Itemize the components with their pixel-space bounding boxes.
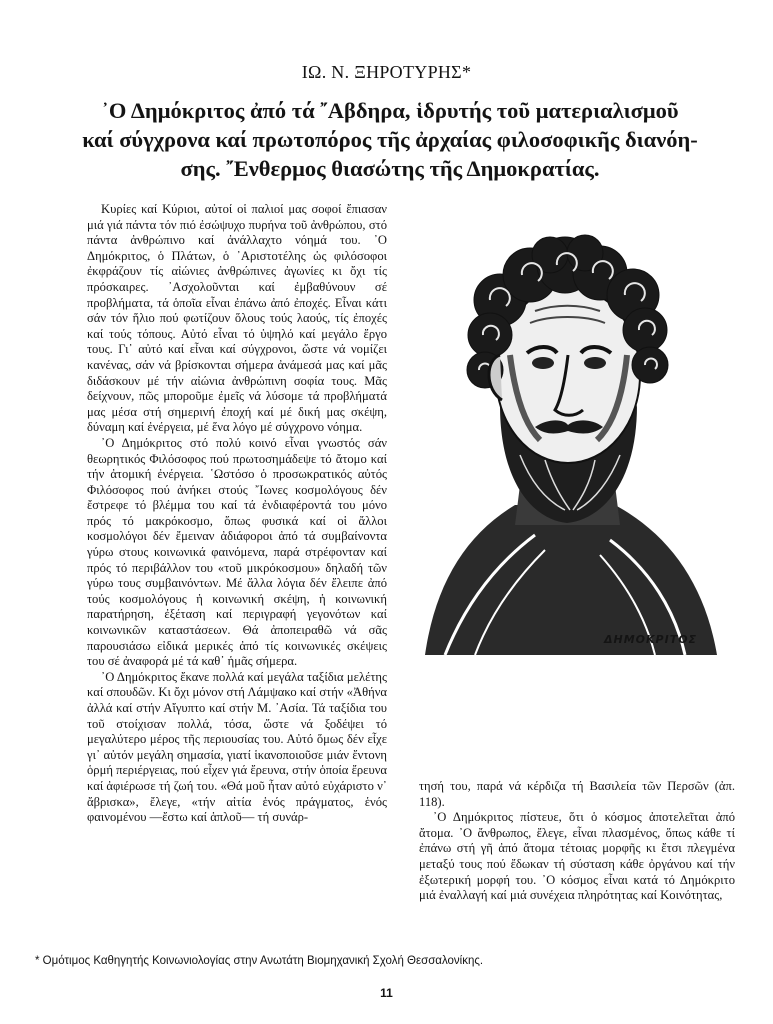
paragraph: τησή του, παρά νά κέρδιζα τή Βασιλεία τῶν Περσῶν (ἀπ. 118). (419, 779, 735, 809)
page-number: 11 (380, 986, 393, 1000)
right-column (419, 779, 735, 904)
title-line: σης. ῎Ενθερμος θιασώτης τῆς Δημοκρατίας. (180, 156, 600, 181)
article-title (30, 96, 750, 183)
paragraph: ᾿Ο Δημόκριτος ἔκανε πολλά καί μεγάλα ταξίδια μελέτης καί σπουδῶν. Κι ὄχι μόνον στή Λάμψακο καί στήν «Ἀθήνα ἀλλά καί στήν Αἴγυπτο καί στήν Μ. ᾿Ασία. Τά ταξίδια του τοῦ στοίχισαν πολλά, τόσα, ὥστε νά ξοδέψει τό μεγαλύτερο μέρος τῆς περιουσίας του. Αὐτό ὅμως δέν εἶχε γι᾿ αὐτόν μεγάλη σημασία, γιατί ἱκανοποιοῦσε μιάν ἔντονη ὁρμή περιέργειας, πού εἶχεν γιά ἔρευνα, στήν ὁποία ἔρευνα καί ἀφιέρωσε τή ζωή του. «Θά μοῦ ἦταν αὐτό εὐχάριστο ν᾿ ἄβρισκα», ἔλεγε, «τήν αἰτία ἑνός πράγματος, ἑνός φαινομένου —ἔστω καί ἁπλοῦ— τή συνάρ- (87, 669, 387, 825)
left-column (87, 202, 387, 826)
title-line: καί σύγχρονα καί πρωτοπόρος τῆς ἀρχαίας φιλοσοφικῆς διανόη- (82, 127, 698, 152)
author-footnote: * Ομότιμος Καθηγητής Κοινωνιολογίας στην Ανωτάτη Βιομηχανική Σχολή Θεσσαλονίκης. (35, 955, 484, 967)
illustration-signature: ΔΗΜΟΚΡΙΤΟΣ (604, 633, 698, 646)
author-name: ΙΩ. Ν. ΞΗΡΟΤΥΡΗΣ* (301, 62, 472, 82)
paragraph: ᾿Ο Δημόκριτος πίστευε, ὅτι ὁ κόσμος ἀποτελεῖται ἀπό ἄτομα. ᾿Ο ἄνθρωπος, ἔλεγε, εἶναι πλασμένος, ὅπως κάθε τί ἐπάνω στή γῆ ἀπό ἄτομα τέτοιας μορφῆς κι ἔτσι πλεγμένα μεταξύ τους πού ἔδωκαν τή σύσταση κάθε ὀργάνου καί τήν ἐξωτερική μορφή του. ᾿Ο κόσμος εἶναι κατά τό Δημόκριτο μιά ἐναλλαγή καί μιά συνέχεια πληρότητας καί Κοινότητας, (419, 810, 735, 903)
democritus-bust-illustration (405, 205, 725, 655)
paragraph: ᾿Ο Δημόκριτος στό πολύ κοινό εἶναι γνωστός σάν θεωρητικός Φιλόσοφος πού πρωτοσημάδεψε τό ἄτομο καί τήν ἀτομική ἐνέργεια. ῾Ωστόσο ὁ προσωκρατικός αὐτός Φιλόσοφος πού ἀνήκει στούς ῎Ιωνες κοσμολόγους δέν ἔστρεφε τό βλέμμα του καί τά ἐνδιαφέροντά του μόνο πρός τό μακρόκοσμο, ὅπως φυσικά καί οἱ ἄλλοι κοσμολόγοι δέν ἔμειναν ἀδιάφοροι ἀπό τά συμβαίνοντα γύρω στους κοινωνικά φαινόμενα, παρά στρέφονταν καί πρός τό περιβάλλον του «τοῦ μικρόκοσμου» δηλαδή τῶν γύρω τους συμβαινόντων. Μέ ἄλλα λόγια δέν ἔλειπε ἀπό τούς κοσμολόγους ἡ κοινωνική σκέψη, ἡ κοινωνική παρατήρηση, ἐξέταση καί περιγραφή γεγονότων καί κοινωνικῶν καταστάσεων. Θά ἀποπειραθῶ νά σᾶς παρουσιάσω εἰδικά μερικές ἀπό τίς κοινωνικές σκέψεις του σέ ἀναφορά μέ τά καθ᾿ ἡμᾶς σήμερα. (87, 435, 387, 669)
paragraph: Κυρίες καί Κύριοι, αὐτοί οἱ παλιοί μας σοφοί ἔπιασαν μιά γιά πάντα τόν πιό ἐσώψυχο πυρήνα τοῦ ἀνθρώπου, στό πάντα ἀνθρώπινο καί ἀνάλλαχτο νόημά του. ᾿Ο Δημόκριτος, ὁ Πλάτων, ὁ ᾿Αριστοτέλης ὡς φιλόσοφοι ἐκφράζουν τίς αἰώνιες ἀνθρώπινες ἀγωνίες κι ὄχι τίς πρόσκαιρες. ᾿Ασχολοῦνται καί ἐμβαθύνουν σέ προβλήματα, τά ὁποῖα εἶναι ἐπάνω ἀπό ἐποχές. Εἶναι κάτι σάν τόν ἥλιο πού φωτίζουν ὅλους τούς λαούς, τίς ἐποχές καί τούς τόπους. Αὐτό εἶναι τό ὑψηλό καί μεγάλο ἔργο τους. Γι᾿ αὐτό καί εἶναι καί σύγχρονοι, ὥστε νά νομίζει κανένας, σάν νά βρίσκονται σήμερα ἀνάμεσά μας καί μᾶς διδάσκουν μέ τήν αἰώνια ἀνθρώπινη σοφία τους. Μᾶς δείχνουν, πῶς μποροῦμε ἐμεῖς νά λύσομε τά προβλήματά μας μέσα στή σημερινή ἐποχή καί μέ δική μας σκέψη, δύναμη καί ἐνέργεια, μέ ἕνα λόγο μέ σύγχρονο νόημα. (87, 202, 387, 435)
title-line: ᾿Ο Δημόκριτος ἀπό τά ῎Αβδηρα, ἱδρυτής τοῦ ματεριαλισμοῦ (101, 98, 679, 123)
